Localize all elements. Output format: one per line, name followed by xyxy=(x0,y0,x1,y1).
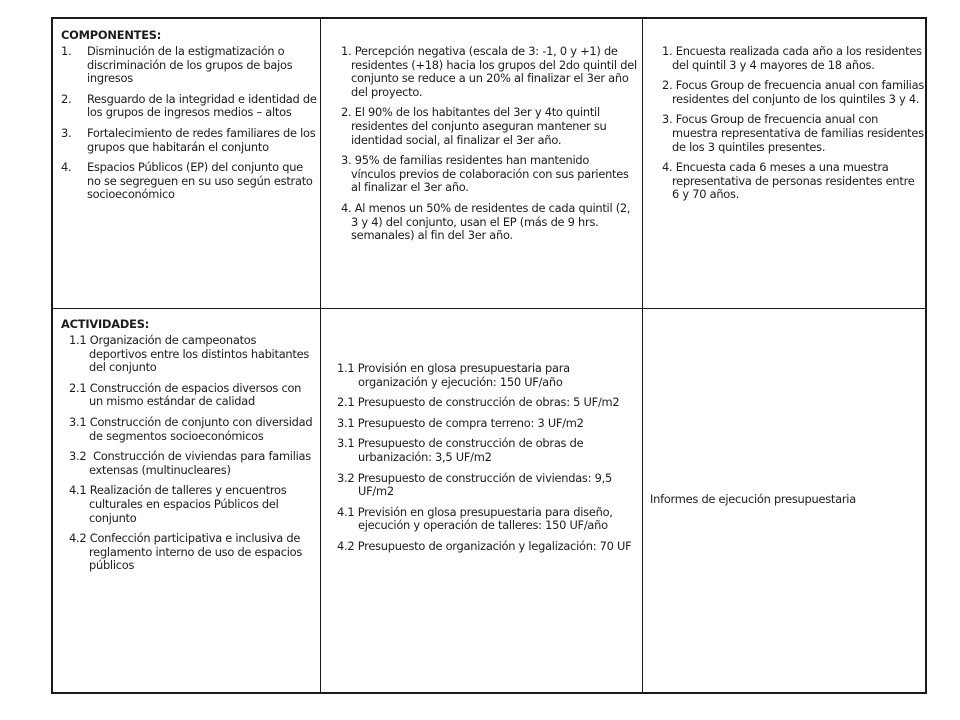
indicadores-componentes-cell xyxy=(329,45,637,243)
item-text: Confección participativa e inclusiva de reglamento interno de uso de espacios públicos xyxy=(89,531,303,573)
column-divider-2 xyxy=(642,19,643,692)
list-item xyxy=(329,506,637,533)
item-text: Presupuesto de organización y legalización: 70 UF xyxy=(357,538,632,553)
componentes-heading: COMPONENTES: xyxy=(61,28,162,42)
actividades-cell xyxy=(61,317,317,573)
item-number: 2.1 xyxy=(69,380,87,395)
item-number: 3.1 xyxy=(337,436,355,451)
item-number: 2.1 xyxy=(337,395,355,410)
list-item xyxy=(329,362,637,389)
item-text: Organización de campeonatos deportivos entre los distintos habitantes del conjunto xyxy=(89,333,310,375)
item-number: 3.2 xyxy=(337,470,355,485)
item-text: Provisión en glosa presupuestaria para organización y ejecución: 150 UF/año xyxy=(357,361,570,389)
componentes-cell xyxy=(61,28,317,202)
item-number: 3.1 xyxy=(69,414,87,429)
item-text: Fortalecimiento de redes familiares de los grupos que habitarán el conjunto xyxy=(87,125,316,154)
item-number: 2. xyxy=(341,105,352,120)
item-number: 4.2 xyxy=(337,538,355,553)
list-item xyxy=(61,450,317,477)
list-item xyxy=(61,382,317,409)
list-item xyxy=(329,437,637,464)
list-item xyxy=(329,396,637,410)
item-number: 1. xyxy=(61,44,72,58)
list-item xyxy=(329,106,637,147)
item-number: 1.1 xyxy=(337,361,355,375)
presupuesto-actividades-cell xyxy=(329,362,637,554)
item-number: 2. xyxy=(662,78,673,93)
item-number: 2. xyxy=(61,91,72,106)
list-item xyxy=(329,472,637,499)
item-number: 4. xyxy=(61,160,72,175)
list-item xyxy=(61,161,317,202)
item-number: 3. xyxy=(341,153,352,168)
item-number: 1. xyxy=(662,44,673,58)
item-number: 3.2 xyxy=(69,449,87,464)
item-number: 4.2 xyxy=(69,531,87,546)
actividades-list xyxy=(61,334,317,573)
componentes-list xyxy=(61,45,317,202)
item-text: Percepción negativa (escala de 3: -1, 0 y +1) de residentes (+18) hacia los grupos del 2do quintil del conjunto se reduce a un 20% al finalizar el 3er año del proyecto. xyxy=(351,44,637,99)
item-text: Encuesta cada 6 meses a una muestra representativa de personas residentes entre 6 y 70 años. xyxy=(672,160,915,202)
list-item xyxy=(329,202,637,243)
item-text: Focus Group de frecuencia anual con muestra representativa de familias residentes de los 3 quintiles presentes. xyxy=(672,112,924,154)
actividades-heading: ACTIVIDADES: xyxy=(61,317,150,331)
item-text: Espacios Públicos (EP) del conjunto que no se segreguen en su uso según estrato socioeconómico xyxy=(87,160,313,202)
item-text: Construcción de viviendas para familias extensas (multinucleares) xyxy=(89,449,311,477)
list-item xyxy=(329,417,637,431)
item-text: Construcción de conjunto con diversidad de segmentos socioeconómicos xyxy=(89,414,313,443)
row-divider xyxy=(53,308,925,309)
item-number: 4.1 xyxy=(337,504,355,519)
item-text: Disminución de la estigmatización o discriminación de los grupos de bajos ingresos xyxy=(87,44,293,86)
list-item xyxy=(650,45,924,72)
matrix-table xyxy=(51,17,927,694)
verificacion-componentes-list xyxy=(650,45,924,202)
item-text: Presupuesto de construcción de obras: 5 UF/m2 xyxy=(357,395,620,410)
item-text: El 90% de los habitantes del 3er y 4to quintil residentes del conjunto aseguran mantener su identidad social, al finalizar el 3er año. xyxy=(351,105,607,147)
item-text: Presupuesto de compra terreno: 3 UF/m2 xyxy=(357,415,584,430)
item-number: 3.1 xyxy=(337,415,355,430)
item-text: Presupuesto de construcción de viviendas: 9,5 UF/m2 xyxy=(357,470,612,499)
item-number: 1.1 xyxy=(69,333,87,347)
list-item xyxy=(61,416,317,443)
item-number: 4. xyxy=(662,160,673,175)
verificacion-actividades-cell xyxy=(650,493,924,507)
list-item xyxy=(329,154,637,195)
list-item xyxy=(650,113,924,154)
item-number: 3. xyxy=(61,125,72,140)
item-text: Presupuesto de construcción de obras de urbanización: 3,5 UF/m2 xyxy=(357,436,584,464)
list-item xyxy=(650,79,924,106)
list-item xyxy=(329,45,637,99)
list-item xyxy=(61,127,317,154)
item-text: 95% de familias residentes han mantenido vínculos previos de colaboración con sus parientes al finalizar el 3er año. xyxy=(351,153,629,195)
list-item xyxy=(61,93,317,120)
item-text: Realización de talleres y encuentros culturales en espacios Públicos del conjunto xyxy=(89,483,287,525)
list-item xyxy=(61,532,317,573)
list-item xyxy=(61,484,317,525)
indicadores-componentes-list xyxy=(329,45,637,243)
column-divider-1 xyxy=(320,19,321,692)
list-item xyxy=(61,45,317,86)
item-text: Construcción de espacios diversos con un mismo estándar de calidad xyxy=(89,380,302,409)
verificacion-actividades-text: Informes de ejecución presupuestaria xyxy=(650,492,856,506)
presupuesto-actividades-list xyxy=(329,362,637,554)
item-text: Resguardo de la integridad e identidad de los grupos de ingresos medios – altos xyxy=(87,91,317,120)
item-number: 4.1 xyxy=(69,483,87,498)
item-number: 3. xyxy=(662,112,673,127)
verificacion-componentes-cell xyxy=(650,45,924,202)
list-item xyxy=(650,161,924,202)
item-number: 1. xyxy=(341,44,352,58)
list-item xyxy=(61,334,317,375)
item-text: Previsión en glosa presupuestaria para diseño, ejecución y operación de talleres: 150 UF/año xyxy=(357,504,613,533)
item-number: 4. xyxy=(341,200,352,215)
item-text: Al menos un 50% de residentes de cada quintil (2, 3 y 4) del conjunto, usan el EP (más de 9 hrs. semanales) al fin del 3er año. xyxy=(351,200,631,243)
list-item xyxy=(329,540,637,554)
item-text: Focus Group de frecuencia anual con familias residentes del conjunto de los quintiles 3 y 4. xyxy=(672,78,924,106)
item-text: Encuesta realizada cada año a los residentes del quintil 3 y 4 mayores de 18 años. xyxy=(672,44,922,72)
